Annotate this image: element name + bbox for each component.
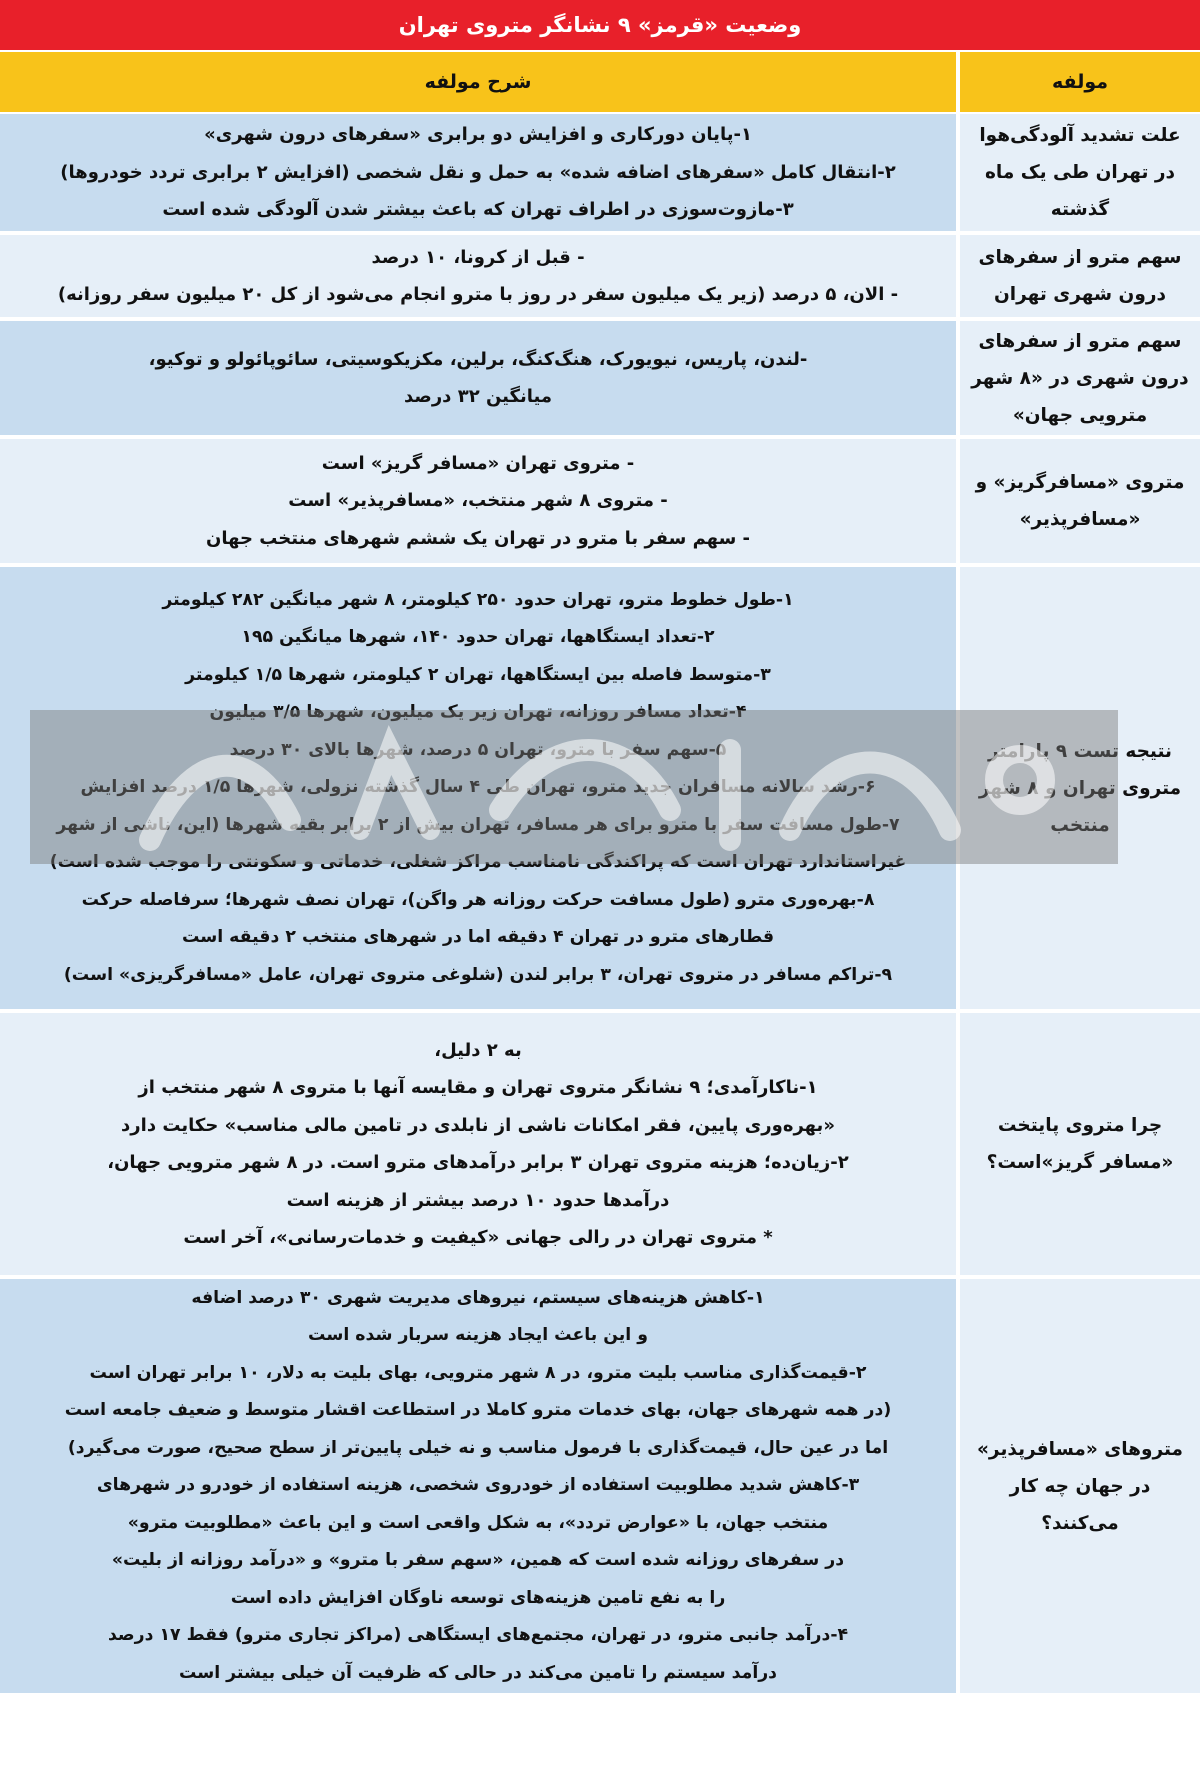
row-label: چرا متروی پایتخت «مسافر گریز»است؟ [960, 1013, 1200, 1275]
table-body [0, 114, 1200, 1697]
description-line: - قبل از کرونا، ۱۰ درصد [371, 246, 585, 268]
description-line: ۴-درآمد جانبی مترو، در تهران، مجتمع‌های ایستگاهی (مراکز تجاری مترو) فقط ۱۷ درصد [107, 1625, 849, 1646]
description-line: ۲-زیان‌ده؛ هزینه متروی تهران ۳ برابر درآمدهای مترو است. در ۸ شهر مترویی جهان، [107, 1152, 849, 1173]
description-line: غیراستاندارد تهران است که پراکندگی نامناسب مراکز شغلی، خدماتی و سکونتی را موجب شده است) [49, 852, 907, 873]
description-line: منتخب جهان، با «عوارض تردد»، به شکل واقعی است و این باعث «مطلوبیت مترو» [127, 1512, 829, 1533]
row-label: متروی «مسافرگریز» و «مسافرپذیر» [960, 439, 1200, 563]
header-label-column: مولفه [960, 52, 1200, 112]
description-line: ۲-قیمت‌گذاری مناسب بلیت مترو، در ۸ شهر مترویی، بهای بلیت به دلار، ۱۰ برابر تهران است [89, 1362, 867, 1383]
description-line: (در همه شهرهای جهان، بهای خدمات مترو کاملا در استطاعت اقشار متوسط و ضعیف جامعه است [64, 1400, 892, 1421]
row-label: علت تشدید آلودگی‌هوا در تهران طی یک ماه گذشته [960, 114, 1200, 231]
description-line: - الان، ۵ درصد (زیر یک میلیون سفر در روز با مترو انجام می‌شود از کل ۲۰ میلیون سفر روزانه) [57, 284, 899, 305]
description-line: ۴-تعداد مسافر روزانه، تهران زیر یک میلیون، شهرها ۳/۵ میلیون [209, 702, 747, 723]
description-line: - سهم سفر با مترو در تهران یک ششم شهرهای منتخب جهان [206, 527, 751, 549]
table-row [0, 321, 1200, 435]
description-line: را به نفع تامین هزینه‌های توسعه ناوگان افزایش داده است [230, 1587, 726, 1608]
row-description [0, 567, 956, 1009]
description-line: اما در عین حال، قیمت‌گذاری با فرمول مناسب و نه خیلی پایین‌تر از سطح صحیح، صورت می‌گیرد) [67, 1437, 889, 1458]
description-line: ۳-مازوت‌سوزی در اطراف تهران که باعث بیشتر شدن آلودگی شده است [162, 199, 794, 221]
description-line: - متروی تهران «مسافر گریز» است [321, 452, 635, 474]
row-label: نتیجه تست ۹ پارامتر متروی تهران و ۸ شهر منتخب [960, 567, 1200, 1009]
row-description [0, 114, 956, 231]
table-row [0, 235, 1200, 317]
row-description [0, 439, 956, 563]
description-line: ۲-تعداد ایستگاهها، تهران حدود ۱۴۰، شهرها میانگین ۱۹۵ [241, 627, 715, 648]
description-line: «بهره‌وری پایین، فقر امکانات ناشی از نابلدی در تامین مالی مناسب» حکایت دارد [121, 1114, 835, 1136]
table-row [0, 1013, 1200, 1275]
description-line: - متروی ۸ شهر منتخب، «مسافرپذیر» است [288, 490, 668, 512]
description-line: ۱-ناکارآمدی؛ ۹ نشانگر متروی تهران و مقایسه آنها با متروی ۸ شهر منتخب از [138, 1077, 818, 1098]
description-line: و این باعث ایجاد هزینه سربار شده است [308, 1325, 648, 1346]
description-line: ۱-پایان دورکاری و افزایش دو برابری «سفرهای درون شهری» [204, 124, 752, 146]
description-line: -لندن، پاریس، نیویورک، هنگ‌کنگ، برلین، مکزیکوسیتی، سائوپائولو و توکیو، [148, 348, 808, 370]
description-line: ۱-طول خطوط مترو، تهران حدود ۲۵۰ کیلومتر، ۸ شهر میانگین ۲۸۲ کیلومتر [162, 589, 794, 610]
row-label: سهم مترو از سفرهای درون شهری در «۸ شهر مترویی جهان» [960, 321, 1200, 435]
description-line: ۸-بهره‌وری مترو (طول مسافت حرکت روزانه هر واگن)، تهران نصف شهرها؛ سرفاصله حرکت [81, 889, 875, 910]
description-line: * متروی تهران در رالی جهانی «کیفیت و خدمات‌رسانی»، آخر است [183, 1227, 773, 1248]
description-line: در سفرهای روزانه شده است که همین، «سهم سفر با مترو» و «درآمد روزانه از بلیت» [111, 1550, 845, 1571]
description-line: قطارهای مترو در تهران ۴ دقیقه اما در شهرهای منتخب ۲ دقیقه است [181, 927, 775, 948]
description-line: ۶-رشد سالانه مسافران جدید مترو، تهران طی ۴ سال گذشته نزولی، شهرها ۱/۵ درصد افزایش [80, 777, 876, 798]
page-title: وضعیت «قرمز» ۹ نشانگر متروی تهران [0, 0, 1200, 50]
description-line: ۹-تراکم مسافر در متروی تهران، ۳ برابر لندن (شلوغی متروی تهران، عامل «مسافرگریزی» است) [63, 964, 893, 985]
table-header [0, 52, 1200, 112]
description-line: ۳-کاهش شدید مطلوبیت استفاده از خودروی شخصی، هزینه استفاده از خودرو در شهرهای [96, 1475, 860, 1496]
description-line: به ۲ دلیل، [434, 1039, 522, 1061]
row-description [0, 321, 956, 435]
description-line: ۳-متوسط فاصله بین ایستگاهها، تهران ۲ کیلومتر، شهرها ۱/۵ کیلومتر [185, 664, 771, 685]
description-line: درآمدها حدود ۱۰ درصد بیشتر از هزینه است [286, 1189, 670, 1211]
table-row [0, 114, 1200, 231]
description-line: ۱-کاهش هزینه‌های سیستم، نیروهای مدیریت شهری ۳۰ درصد اضافه [191, 1287, 765, 1308]
row-label: سهم مترو از سفرهای درون شهری تهران [960, 235, 1200, 317]
row-description [0, 1013, 956, 1275]
table-row [0, 1279, 1200, 1693]
row-label: متروهای «مسافرپذیر» در جهان چه کار می‌کنند؟ [960, 1279, 1200, 1693]
description-line: درآمد سیستم را تامین می‌کند در حالی که ظرفیت آن خیلی بیشتر است [178, 1662, 778, 1683]
table-row [0, 567, 1200, 1009]
row-description [0, 235, 956, 317]
description-line: ۵-سهم سفر با مترو، تهران ۵ درصد، شهرها بالای ۳۰ درصد [229, 739, 727, 760]
header-description-column: شرح مولفه [0, 52, 956, 112]
table-row [0, 439, 1200, 563]
description-line: ۲-انتقال کامل «سفرهای اضافه شده» به حمل و نقل شخصی (افزایش ۲ برابری تردد خودروها) [60, 161, 896, 183]
description-line: ۷-طول مسافت سفر با مترو برای هر مسافر، تهران بیش از ۲ برابر بقیه شهرها (این، ناشی از شهر [56, 814, 900, 835]
description-line: میانگین ۳۲ درصد [404, 386, 552, 407]
row-description [0, 1279, 956, 1693]
